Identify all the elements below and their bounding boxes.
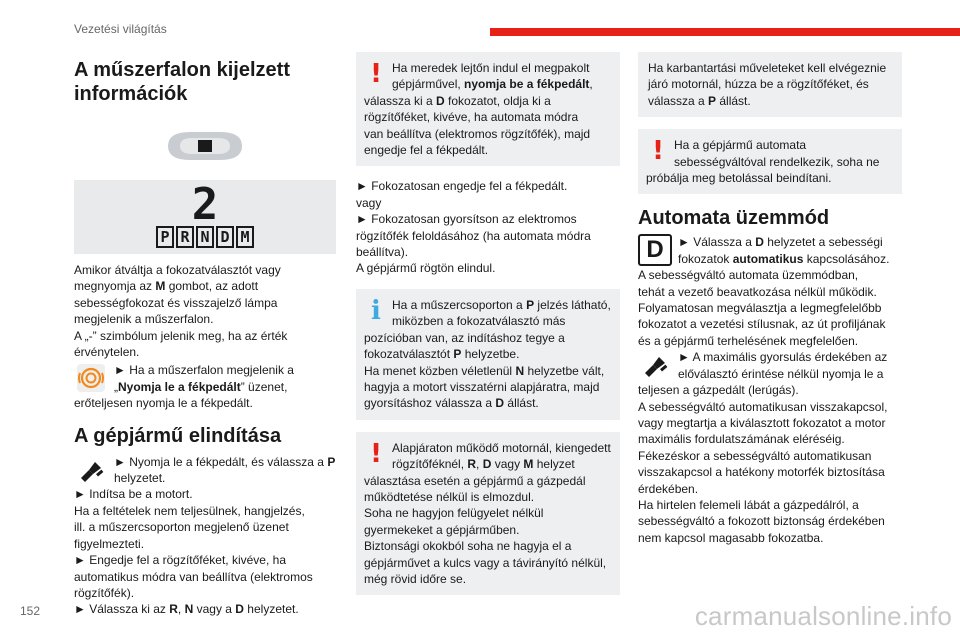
- info-icon: i: [371, 295, 381, 326]
- brake-pedal-warning-pictogram: [74, 362, 108, 394]
- brake-warning-icon: [77, 364, 105, 392]
- start-steps-text: ► Indítsa be a motort. Ha a feltételek nem teljesülnek, hangjelzés, ill. a műszercsoporton megjelenő üzenet figyelmezteti. ► Engedje fel a rögzítőféket, kivéve, ha automatikus módra van beállítva (elektromos rögzítőfék). ► Válassza ki az R, N vagy a D helyzetet.: [74, 487, 313, 617]
- header-accent-bar: [490, 28, 960, 36]
- drive-position-pictogram: D: [638, 234, 672, 266]
- auto-step-1: D ► Válassza a D helyzetet a sebességi fokozatok automatikus kapcsolásához.: [638, 234, 902, 267]
- section-heading-automatic-mode: Automata üzemmód: [638, 207, 830, 230]
- release-brake-text: ► Fokozatosan engedje fel a fékpedált. vagy ► Fokozatosan gyorsítson az elektromos rögzítőfék feloldásához (ha automata módra beállítva). A gépjármű rögtön elindul.: [356, 179, 591, 276]
- section-heading-starting: A gépjármű elindítása: [74, 424, 282, 447]
- info-note-p-position: i Ha a műszercsoporton a P jelzés látható, miközben a fokozatválasztó más pozícióban van, az indításhoz tegye a fokozatválasztót P helyzetbe. Ha menet közben véletlenül N helyzetbe vált, hagyja a motort visszatérni alapjáratra, majd gyorsításhoz válassza a D állást.: [356, 289, 620, 420]
- paragraph-display-info: Amikor átváltja a fokozatválasztót vagy megnyomja az M gombot, az adott sebességfokozat és visszajelző lámpa megjelenik a műszerfalon. A „-” szimbólum jelenik meg, ha az érték érvénytelen.: [74, 263, 288, 360]
- gear-letter: R: [176, 226, 194, 248]
- instrument-cluster-icon: [160, 126, 250, 166]
- auto-mode-text: A sebességváltó automata üzemmódban, tehát a vezető beavatkozása nélkül működik. Folyamatosan megválasztja a legmegfelelőbb fokozatot a vezetési stílusnak, az út profiljának és a gépjármű terhelésének megfelelően.: [638, 268, 886, 348]
- warning-note-slope: ! Ha meredek lejtőn indul el megpakolt gépjárművel, nyomja be a fékpedált, válassza ki a D fokozatot, oldja ki a rögzítőféket, kivéve, ha automata módra van beállítva (elektromos rögzítőfék), majd engedje fel a fékpedált.: [356, 52, 620, 166]
- gear-display-figure: [74, 180, 336, 254]
- foot-pedal-pictogram: [74, 454, 108, 486]
- kickdown-step: ► A maximális gyorsulás érdekében az előválasztó érintése nélkül nyomja le a teljesen a gázpedált (lerúgás).: [638, 350, 888, 398]
- foot-on-pedal-icon: [641, 351, 669, 379]
- gear-letter: M: [236, 226, 254, 248]
- gear-letter-row: [156, 226, 254, 248]
- instrument-panel-figure: [74, 116, 336, 176]
- section-heading-instrument-info: A műszerfalon kijelzett információk: [74, 59, 290, 105]
- warning-exclamation-icon: !: [652, 136, 664, 167]
- note-maintenance: Ha karbantartási műveleteket kell elvégeznie járó motornál, húzza be a rögzítőféket, és válassza a P állást.: [638, 52, 902, 117]
- column-2: [356, 52, 620, 607]
- gear-letter: N: [196, 226, 214, 248]
- brake-message-block: ► Ha a műszerfalon megjelenik a „Nyomja le a fékpedált” üzenet, erőteljesen nyomja le a fékpedált.: [74, 363, 294, 411]
- start-step-1: ► Nyomja le a fékpedált, és válassza a P helyzetet.: [74, 454, 336, 487]
- column-3: [638, 52, 902, 546]
- page-number: 152: [20, 604, 41, 618]
- warning-exclamation-icon: !: [370, 59, 382, 89]
- gear-letter: D: [216, 226, 234, 248]
- watermark: carmanualsonline.info: [694, 601, 952, 631]
- warning-note-idle: ! Alapjáraton működő motornál, kiengedett rögzítőféknél, R, D vagy M helyzet választása esetén a gépjármű a gázpedál működtetése nélkül is elmozdul. Soha ne hagyjon felügyelet nélkül gyermekeket a gépjárműben. Biztonsági okokból soha ne hagyja el a gépjárművet a kulcs vagy a távirányító nélkül, még rövid időre se.: [356, 432, 620, 596]
- running-header: Vezetési világítás: [74, 22, 167, 36]
- kickdown-text: A sebességváltó automatikusan visszakapcsol, vagy megtartja a kiválasztott fokozatot a motor maximális fordulatszámának eléréséig. Fékezéskor a sebességváltó automatikusan visszakapcsol a hatékony motorfék biztosítása érdekében. Ha hirtelen felemeli lábát a gázpedálról, a sebességváltó a fokozott biztonság érdekében nem kapcsol magasabb fokozatba.: [638, 399, 888, 545]
- column-1: [74, 52, 336, 618]
- foot-pedal-pictogram: [638, 349, 672, 381]
- foot-on-pedal-icon: [77, 456, 105, 484]
- warning-exclamation-icon: !: [370, 438, 382, 469]
- current-gear-number: 2: [191, 179, 219, 230]
- warning-note-push-start: ! Ha a gépjármű automata sebességváltóval rendelkezik, soha ne próbálja meg betolással beindítani.: [638, 129, 902, 194]
- gear-letter: P: [156, 226, 174, 248]
